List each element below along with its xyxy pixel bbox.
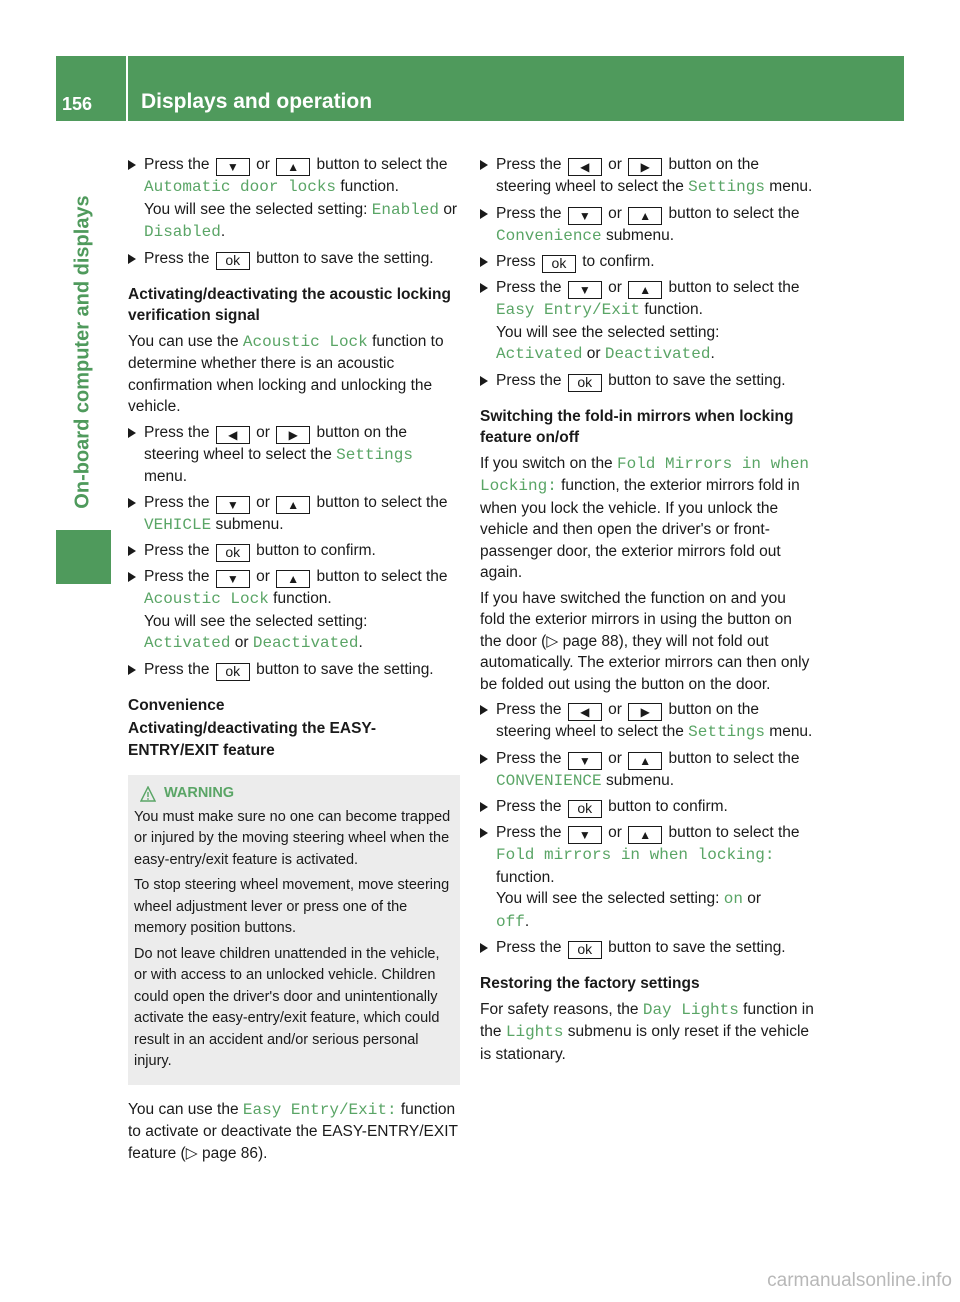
step-text: Press the	[496, 824, 562, 841]
step-text: submenu.	[215, 515, 284, 533]
display-text: Convenience	[496, 226, 602, 245]
step-text: Press the	[144, 249, 210, 267]
page-ref-icon[interactable]: ▷	[546, 632, 559, 650]
left-column	[128, 154, 460, 1168]
left-key-icon: ◀	[568, 703, 602, 721]
play-arrow-icon	[128, 665, 136, 675]
play-arrow-icon	[480, 160, 488, 170]
step-text: or	[256, 493, 270, 511]
step-text: button on the steering wheel to select the	[144, 423, 408, 463]
heading: Switching the fold-in mirrors when locking feature on/off	[480, 407, 794, 446]
step-text: Press the	[496, 204, 562, 222]
paragraph	[480, 588, 814, 696]
down-key-icon: ▼	[568, 752, 602, 770]
play-arrow-icon	[480, 705, 488, 715]
header-divider	[126, 56, 128, 121]
play-arrow-icon	[128, 546, 136, 556]
right-key-icon: ▶	[628, 703, 662, 721]
step-text: or	[747, 890, 762, 907]
para-text: submenu is only reset if the vehicle is stationary.	[480, 1023, 810, 1063]
paragraph	[480, 453, 814, 584]
para-text: function to determine whether there is an acoustic confirmation when locking and unlocking the vehicle.	[128, 332, 444, 415]
step-text: or	[608, 156, 622, 173]
step	[128, 566, 460, 655]
step-text: button to confirm.	[256, 542, 376, 559]
step-text: button to save the setting.	[608, 371, 786, 389]
up-key-icon: ▲	[276, 570, 310, 588]
display-text: Fold Mirrors in when Locking:	[480, 454, 810, 495]
down-key-icon: ▼	[216, 570, 250, 588]
up-key-icon: ▲	[628, 281, 662, 299]
display-text: Activated	[496, 345, 583, 363]
display-text: Deactivated	[604, 345, 711, 363]
step	[480, 203, 814, 248]
up-key-icon: ▲	[276, 158, 310, 176]
paragraph	[480, 999, 814, 1066]
step-text: Press the	[144, 568, 210, 585]
step-text: button to select the	[668, 204, 800, 222]
step	[480, 370, 814, 392]
down-key-icon: ▼	[568, 826, 602, 844]
step-text: Press the	[496, 798, 562, 815]
display-text: Acoustic Lock	[242, 332, 368, 351]
ok-key-icon: ok	[216, 663, 250, 681]
play-arrow-icon	[480, 754, 488, 764]
play-arrow-icon	[480, 209, 488, 219]
step	[480, 796, 814, 818]
step-text: button on the steering wheel to select the	[496, 701, 760, 740]
step	[480, 748, 814, 793]
step-text: or	[256, 156, 270, 173]
step	[128, 659, 460, 681]
step	[128, 154, 460, 244]
display-text: Fold mirrors in when locking:	[496, 846, 775, 864]
play-arrow-icon	[128, 254, 136, 264]
step-text: or	[443, 200, 458, 218]
step-text: function.	[644, 301, 703, 318]
step-text: button on the steering wheel to select the	[496, 156, 760, 195]
heading: Activating/deactivating the EASY-ENTRY/EXIT feature	[128, 720, 377, 759]
display-text: Lights	[505, 1023, 564, 1041]
paragraph	[128, 331, 460, 418]
step-text: button to select the	[668, 824, 800, 841]
side-tab-marker	[56, 530, 111, 584]
up-key-icon: ▲	[628, 207, 662, 225]
display-text: Day Lights	[642, 1000, 739, 1019]
ok-key-icon: ok	[542, 255, 576, 273]
step-text: button to select the	[316, 493, 448, 511]
display-text: Easy Entry/Exit	[496, 301, 641, 319]
step-text: or	[608, 749, 622, 767]
right-key-icon: ▶	[276, 426, 310, 444]
display-text: Activated	[144, 634, 231, 652]
para-text: function in the	[480, 1000, 814, 1040]
para-text: function to activate or deactivate the EASY-ENTRY/EXIT feature (	[128, 1100, 458, 1162]
warning-box	[128, 775, 460, 1085]
play-arrow-icon	[128, 572, 136, 582]
step-text: function.	[273, 590, 332, 607]
heading: Restoring the factory settings	[480, 975, 700, 992]
step-text: You will see the selected setting:	[144, 612, 368, 630]
step-text: Press the	[144, 542, 210, 559]
left-key-icon: ◀	[568, 158, 602, 176]
step-text: function.	[340, 178, 399, 195]
play-arrow-icon	[480, 283, 488, 293]
step	[128, 422, 460, 488]
warning-text: Do not leave children unattended in the vehicle, or with access to an unlocked vehicle. Children could open the driver's door and unintentionally activate the easy-entry/exit feature, which could result in an accident and/or serious personal injury.	[134, 945, 440, 1069]
step-text: Press the	[144, 156, 210, 173]
step-text: menu.	[769, 723, 813, 740]
ok-key-icon: ok	[568, 800, 602, 818]
up-key-icon: ▲	[276, 496, 310, 514]
step-text: Press the	[496, 939, 562, 956]
warning-title	[140, 783, 454, 805]
page-number: 156	[62, 94, 93, 114]
step	[128, 248, 460, 270]
step-text: or	[256, 568, 270, 585]
up-key-icon: ▲	[628, 752, 662, 770]
play-arrow-icon	[480, 828, 488, 838]
display-text: Automatic door locks	[144, 178, 337, 196]
step-text: Press the	[144, 423, 210, 441]
para-text: If you have switched the function on and you fold the exterior mirrors in using the button on the door (	[480, 589, 792, 650]
step-text: Press the	[496, 156, 562, 173]
display-text: CONVENIENCE	[496, 771, 602, 790]
ok-key-icon: ok	[216, 544, 250, 562]
step-text: function.	[496, 868, 555, 886]
step-text: or	[256, 423, 270, 441]
step	[480, 937, 814, 959]
play-arrow-icon	[480, 943, 488, 953]
step-text: Press the	[496, 749, 562, 767]
step	[480, 154, 814, 199]
ok-key-icon: ok	[568, 941, 602, 959]
play-arrow-icon	[128, 498, 136, 508]
step	[480, 699, 814, 744]
step-text: or	[234, 634, 249, 651]
display-text: Settings	[688, 178, 765, 196]
display-text: Disabled	[144, 223, 221, 241]
step-text: or	[586, 345, 601, 362]
step-text: or	[608, 701, 622, 718]
right-column	[480, 154, 814, 1069]
step-text: button to select the	[316, 156, 448, 173]
step-text: to confirm.	[582, 253, 655, 270]
step-text: submenu.	[605, 771, 675, 789]
display-text: Acoustic Lock	[144, 590, 269, 608]
heading: Convenience	[128, 696, 225, 714]
step-text: Press the	[496, 279, 562, 296]
play-arrow-icon	[480, 376, 488, 386]
down-key-icon: ▼	[216, 158, 250, 176]
warning-text: You must make sure no one can become trapped or injured by the moving steering wheel when the easy-entry/exit feature is activated.	[134, 808, 451, 868]
para-text: If you switch on the	[480, 454, 613, 472]
watermark: carmanualsonline.info	[767, 1270, 952, 1291]
page-ref-icon[interactable]: ▷	[185, 1144, 198, 1162]
down-key-icon: ▼	[568, 207, 602, 225]
para-text: You can use the	[128, 332, 239, 350]
ok-key-icon: ok	[568, 374, 602, 392]
step-text: button to select the	[668, 749, 800, 767]
para-text: page 88), they will not fold out automatically. The exterior mirrors can then only be folded out using the button on the door.	[480, 632, 810, 693]
paragraph	[128, 1099, 460, 1165]
display-text: Easy Entry/Exit:	[242, 1100, 397, 1119]
ok-key-icon: ok	[216, 252, 250, 270]
step-text: Press the	[144, 660, 210, 678]
play-arrow-icon	[480, 257, 488, 267]
step-text: .	[710, 345, 715, 362]
warning-triangle-icon	[140, 786, 156, 802]
step-text: button to save the setting.	[256, 660, 434, 678]
step-text: button to confirm.	[608, 798, 728, 815]
step-text: Press the	[496, 371, 562, 389]
step-text: menu.	[144, 468, 188, 485]
step	[480, 822, 814, 933]
step-text: button to select the	[316, 568, 448, 585]
step-text: submenu.	[605, 226, 675, 244]
step-text: You will see the selected setting:	[496, 890, 720, 907]
display-text: off	[496, 912, 525, 931]
step-text: or	[608, 824, 622, 841]
side-tab-label: On-board computer and displays	[71, 195, 94, 509]
step	[128, 492, 460, 537]
page-ref-link[interactable]: page 86).	[201, 1144, 268, 1162]
display-text: Deactivated	[252, 634, 359, 652]
play-arrow-icon	[480, 802, 488, 812]
step	[480, 277, 814, 366]
step-text: .	[358, 634, 363, 651]
step-text: button to save the setting.	[608, 939, 786, 956]
play-arrow-icon	[128, 160, 136, 170]
step-text: or	[608, 204, 622, 222]
warning-label: WARNING	[164, 785, 235, 801]
section-title: Displays and operation	[141, 90, 373, 113]
left-key-icon: ◀	[216, 426, 250, 444]
right-key-icon: ▶	[628, 158, 662, 176]
step-text: button to save the setting.	[256, 249, 434, 267]
heading: Activating/deactivating the acoustic locking verification signal	[128, 285, 451, 324]
down-key-icon: ▼	[568, 281, 602, 299]
step-text: Press	[496, 253, 536, 270]
step	[480, 251, 814, 273]
step-text: or	[608, 279, 622, 296]
up-key-icon: ▲	[628, 826, 662, 844]
display-text: on	[723, 890, 743, 908]
para-text: function, the exterior mirrors fold in when you lock the vehicle. If you unlock the vehicle and then open the driver's or front-passenger door, the exterior mirrors fold out again.	[480, 477, 800, 581]
step-text: .	[220, 223, 226, 240]
display-text: Settings	[336, 445, 413, 464]
display-text: VEHICLE	[144, 515, 212, 534]
step-text: button to select the	[668, 279, 800, 296]
step-text: Press the	[496, 701, 562, 718]
step-text: You will see the selected setting:	[144, 200, 368, 218]
down-key-icon: ▼	[216, 496, 250, 514]
step-text: .	[524, 912, 530, 930]
play-arrow-icon	[128, 428, 136, 438]
para-text: You can use the	[128, 1100, 239, 1118]
para-text: For safety reasons, the	[480, 1000, 639, 1018]
warning-text: To stop steering wheel movement, move steering wheel adjustment lever or press one of the memory position buttons.	[134, 877, 450, 936]
display-text: Settings	[688, 723, 765, 741]
display-text: Enabled	[371, 200, 439, 219]
step-text: menu.	[769, 178, 813, 195]
step-text: Press the	[144, 493, 210, 511]
step	[128, 540, 460, 562]
step-text: You will see the selected setting:	[496, 323, 720, 341]
